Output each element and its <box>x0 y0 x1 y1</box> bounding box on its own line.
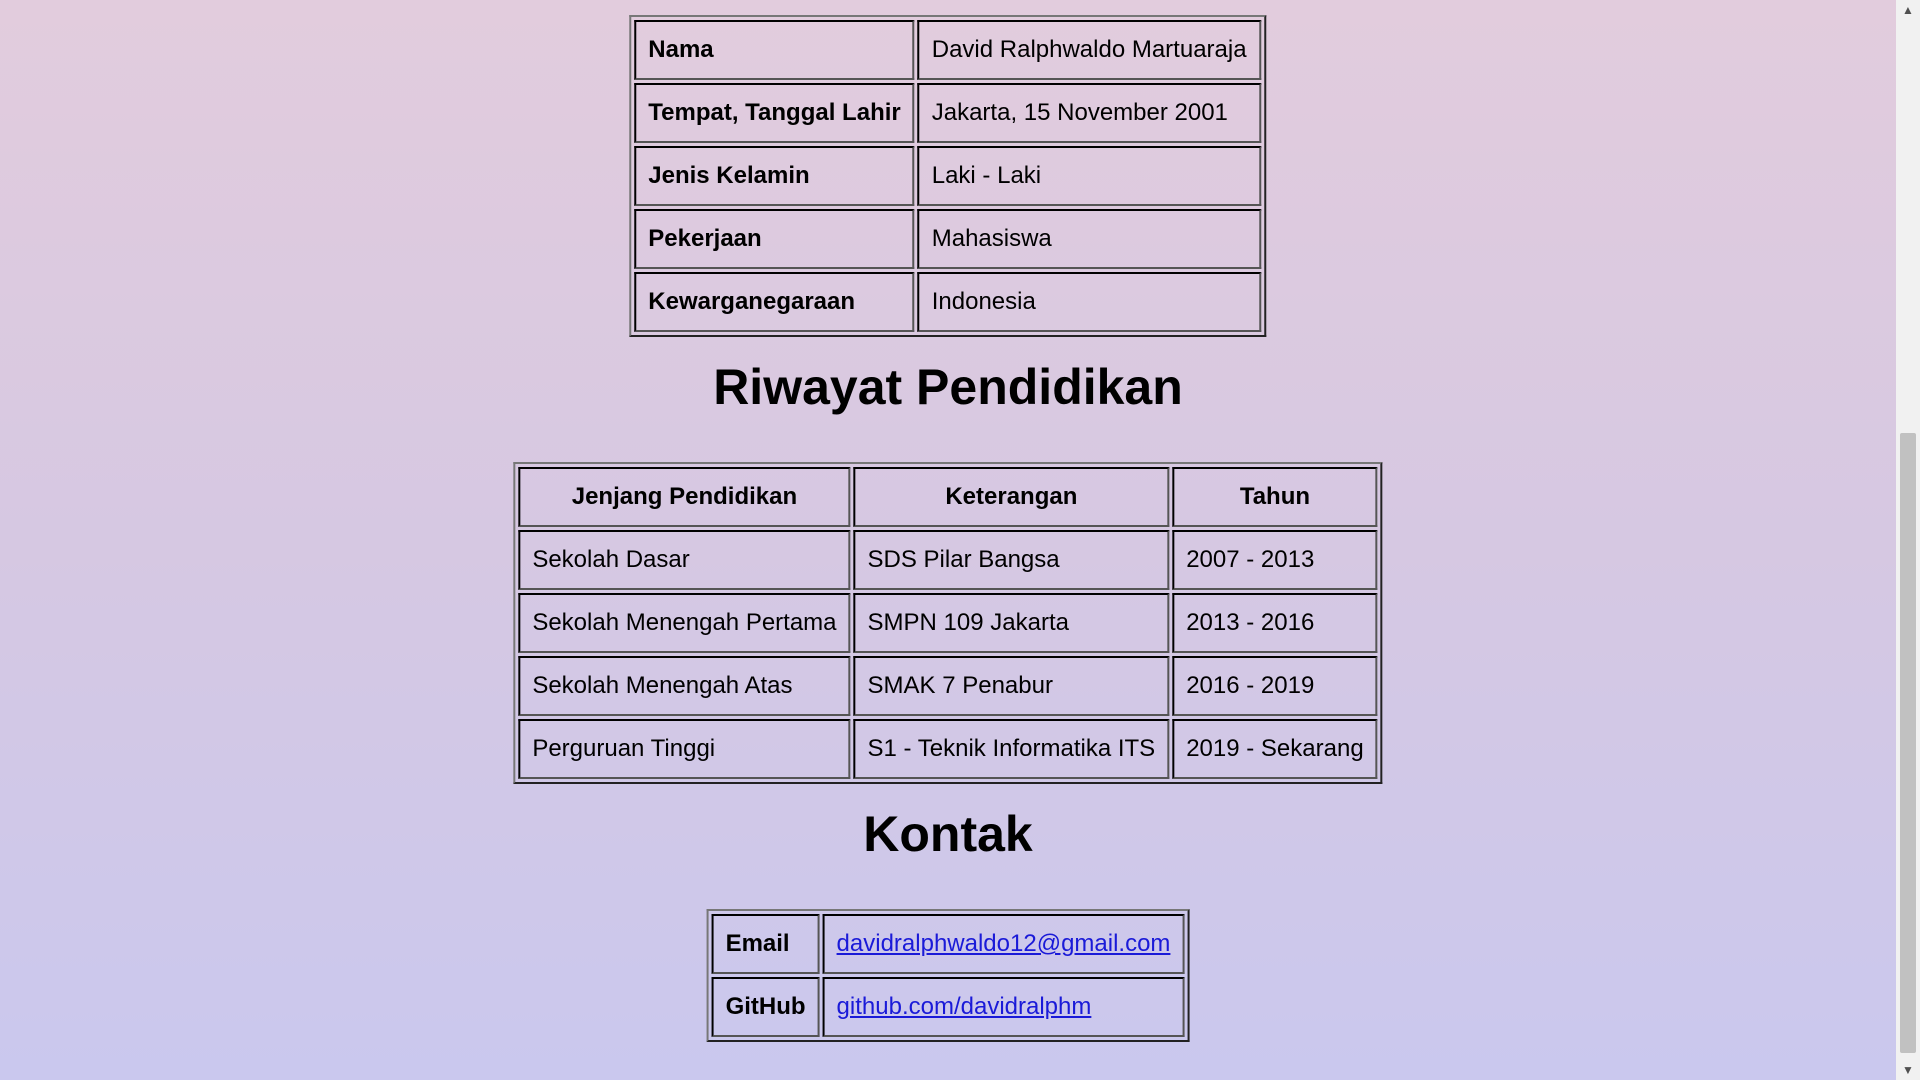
table-row <box>518 656 1377 716</box>
biodata-label: Jenis Kelamin <box>634 146 914 206</box>
biodata-label: Tempat, Tanggal Lahir <box>634 83 914 143</box>
table-row <box>518 593 1377 653</box>
education-school: S1 - Teknik Informatika ITS <box>854 719 1170 779</box>
email-link[interactable]: davidralphwaldo12@gmail.com <box>836 930 1171 957</box>
education-school: SMAK 7 Penabur <box>854 656 1170 716</box>
education-years: 2007 - 2013 <box>1172 530 1377 590</box>
scroll-down-button[interactable] <box>1896 1060 1920 1080</box>
contact-heading: Kontak <box>863 806 1033 862</box>
education-table <box>513 462 1382 784</box>
table-row <box>634 20 1261 80</box>
biodata-value: Mahasiswa <box>918 209 1262 269</box>
education-heading: Riwayat Pendidikan <box>713 359 1183 415</box>
education-school: SMPN 109 Jakarta <box>854 593 1170 653</box>
contact-value <box>823 977 1185 1037</box>
contact-value <box>823 914 1185 974</box>
biodata-value: David Ralphwaldo Martuaraja <box>918 20 1262 80</box>
table-row <box>634 83 1261 143</box>
contact-label: Email <box>712 914 820 974</box>
biodata-label: Pekerjaan <box>634 209 914 269</box>
biodata-label: Kewarganegaraan <box>634 272 914 332</box>
vertical-scrollbar[interactable] <box>1896 0 1920 1080</box>
column-header: Jenjang Pendidikan <box>518 467 850 527</box>
table-row <box>712 977 1185 1037</box>
biodata-label: Nama <box>634 20 914 80</box>
table-header-row <box>518 467 1377 527</box>
biodata-value: Jakarta, 15 November 2001 <box>918 83 1262 143</box>
education-level: Perguruan Tinggi <box>518 719 850 779</box>
education-years: 2019 - Sekarang <box>1172 719 1377 779</box>
table-row <box>634 209 1261 269</box>
table-row <box>518 530 1377 590</box>
table-row <box>712 914 1185 974</box>
education-years: 2013 - 2016 <box>1172 593 1377 653</box>
biodata-value: Indonesia <box>918 272 1262 332</box>
biodata-value: Laki - Laki <box>918 146 1262 206</box>
column-header: Keterangan <box>854 467 1170 527</box>
contact-table <box>707 909 1190 1042</box>
contact-label: GitHub <box>712 977 820 1037</box>
table-row <box>634 146 1261 206</box>
column-header: Tahun <box>1172 467 1377 527</box>
education-level: Sekolah Menengah Atas <box>518 656 850 716</box>
triangle-down-icon: ▼ <box>1902 1063 1914 1077</box>
scroll-up-button[interactable] <box>1896 0 1920 20</box>
table-row <box>634 272 1261 332</box>
education-level: Sekolah Dasar <box>518 530 850 590</box>
education-years: 2016 - 2019 <box>1172 656 1377 716</box>
triangle-up-icon: ▲ <box>1902 3 1914 17</box>
education-level: Sekolah Menengah Pertama <box>518 593 850 653</box>
education-school: SDS Pilar Bangsa <box>854 530 1170 590</box>
biodata-table <box>629 15 1266 337</box>
table-row <box>518 719 1377 779</box>
scroll-thumb[interactable] <box>1900 433 1916 1053</box>
github-link[interactable]: github.com/davidralphm <box>836 993 1092 1020</box>
